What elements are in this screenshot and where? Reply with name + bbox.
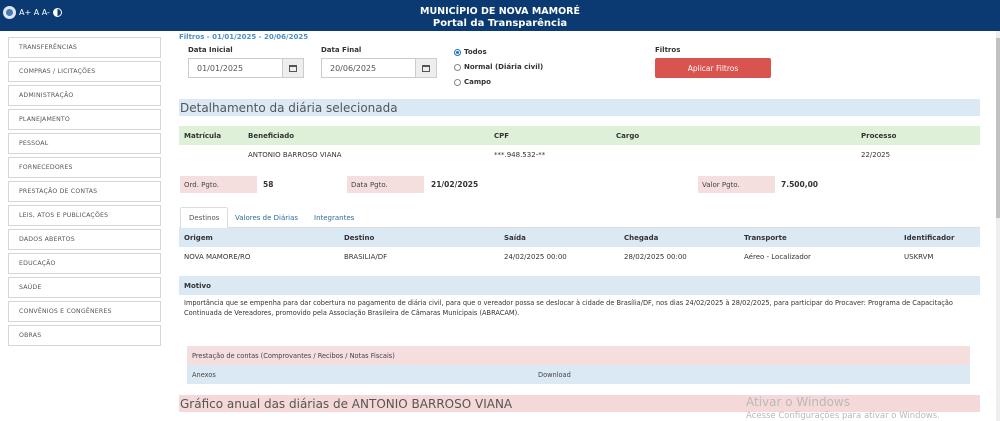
chart-section-title: Gráfico anual das diárias de ANTONIO BARROSO VIANA [179,395,980,412]
radio-icon[interactable] [454,79,461,86]
tab-destinos[interactable]: Destinos [180,207,228,229]
cell-transporte: Aéreo - Localizador [744,252,811,261]
download-link[interactable]: Download [538,370,571,379]
sidebar-item-prestacao-de-contas[interactable]: PRESTAÇÃO DE CONTAS [8,181,161,202]
destinations-header-row [179,228,980,247]
radio-campo[interactable] [454,78,491,86]
col-cargo: Cargo [616,131,640,140]
sidebar-item-dados-abertos[interactable]: DADOS ABERTOS [8,229,161,250]
cell-destino: BRASILIA/DF [344,252,388,261]
sidebar-item-compras-licitacoes[interactable]: COMPRAS / LICITAÇÕES [8,61,161,82]
col-matricula: Matrícula [184,131,222,140]
valor-pgto-label: Valor Pgto. [698,176,775,193]
windows-activation-watermark [746,395,940,421]
radio-todos[interactable] [454,48,487,56]
table-row [179,247,980,266]
prestacao-title-row [187,346,970,365]
cell-identificador: USKRVM [904,252,934,261]
start-date-field[interactable] [188,58,304,78]
calendar-icon[interactable] [415,59,436,77]
start-date-label: Data Inicial [188,46,233,54]
col-origem: Origem [184,233,213,242]
prestacao-title: Prestação de contas (Comprovantes / Recibos / Notas Fiscais) [192,351,395,360]
main-content [179,31,981,421]
prestacao-annex-row [187,365,970,384]
watermark-line-2: Acesse Configurações para ativar o Windows. [746,411,940,421]
filters-action-label: Filtros [655,46,681,54]
sidebar-item-leis-atos[interactable]: LEIS, ATOS E PUBLICAÇÕES [8,205,161,226]
end-date-value: 20/06/2025 [330,64,377,73]
cell-cpf: ***.948.532-** [494,150,546,159]
header-bar [0,0,1000,31]
end-date-label: Data Final [321,46,362,54]
col-saida: Saída [504,233,526,242]
portal-title: Portal da Transparência [432,18,568,29]
detail-data-row [179,145,980,164]
sidebar-item-obras[interactable]: OBRAS [8,325,161,346]
motivo-header-row [179,276,980,295]
annex-label: Anexos [192,370,216,379]
radio-normal-label: Normal (Diária civil) [464,63,544,71]
cell-saida: 24/02/2025 00:00 [504,252,567,261]
font-size-controls[interactable]: A+ A A- [19,8,50,17]
cell-origem: NOVA MAMORE/RO [184,252,251,261]
radio-selected-icon[interactable] [454,49,461,56]
sidebar-item-fornecedores[interactable]: FORNECEDORES [8,157,161,178]
watermark-line-1: Ativar o Windows [746,395,850,409]
apply-filters-button[interactable]: Aplicar Filtros [655,58,771,78]
radio-campo-label: Campo [464,78,491,86]
tab-integrantes[interactable]: Integrantes [314,213,355,222]
col-processo: Processo [861,131,897,140]
valor-pgto-value: 7.500,00 [781,180,819,189]
detail-header-row [179,126,980,145]
scrollbar-thumb[interactable] [996,38,1000,218]
end-date-field[interactable] [321,58,437,78]
col-cpf: CPF [494,131,510,140]
sidebar-item-convenios[interactable]: CONVÊNIOS E CONGÊNERES [8,301,161,322]
start-date-value: 01/01/2025 [197,64,244,73]
municipality-title: MUNICÍPIO DE NOVA MAMORÉ [419,6,580,17]
sidebar-item-administracao[interactable]: ADMINISTRAÇÃO [8,85,161,106]
ord-pgto-label: Ord. Pgto. [180,176,257,193]
cell-processo: 22/2025 [861,150,891,159]
radio-normal[interactable] [454,63,543,71]
sidebar-item-transferencias[interactable]: TRANSFERÊNCIAS [8,37,161,58]
col-identificador: Identificador [904,233,955,242]
cell-chegada: 28/02/2025 00:00 [624,252,687,261]
filters-summary: Filtros - 01/01/2025 - 20/06/2025 [179,33,309,41]
sidebar-item-saude[interactable]: SAÚDE [8,277,161,298]
detail-tabs [179,207,980,228]
calendar-icon[interactable] [282,59,303,77]
sidebar-item-pessoal[interactable]: PESSOAL [8,133,161,154]
col-destino: Destino [344,233,375,242]
cell-beneficiario: ANTONIO BARROSO VIANA [248,150,342,159]
motivo-label: Motivo [184,281,211,290]
radio-icon[interactable] [454,64,461,71]
motivo-text: Importância que se empenha para dar cobertura no pagamento de diária civil, para que o vereador possa se deslocar à cidade de Brasília/DF, nos dias 24/02/2025 à 28/02/2025, para participar do Procaver: Programa de Capacitação Continuada de Vereadores, promovido pela Associação Brasileira de Câmaras Municipais (ABRACAM). [184,299,953,317]
detail-section-title: Detalhamento da diária selecionada [179,99,980,116]
col-beneficiario: Beneficiado [248,131,295,140]
col-chegada: Chegada [624,233,659,242]
ord-pgto-value: 58 [263,180,274,189]
sidebar [8,37,161,349]
data-pgto-label: Data Pgto. [347,176,424,193]
col-transporte: Transporte [744,233,787,242]
radio-todos-label: Todos [464,48,487,56]
sidebar-item-planejamento[interactable]: PLANEJAMENTO [8,109,161,130]
sidebar-item-educacao[interactable]: EDUCAÇÃO [8,253,161,274]
tab-valores-diarias[interactable]: Valores de Diárias [235,213,299,222]
page-scrollbar[interactable] [996,31,1000,421]
data-pgto-value: 21/02/2025 [431,180,479,189]
